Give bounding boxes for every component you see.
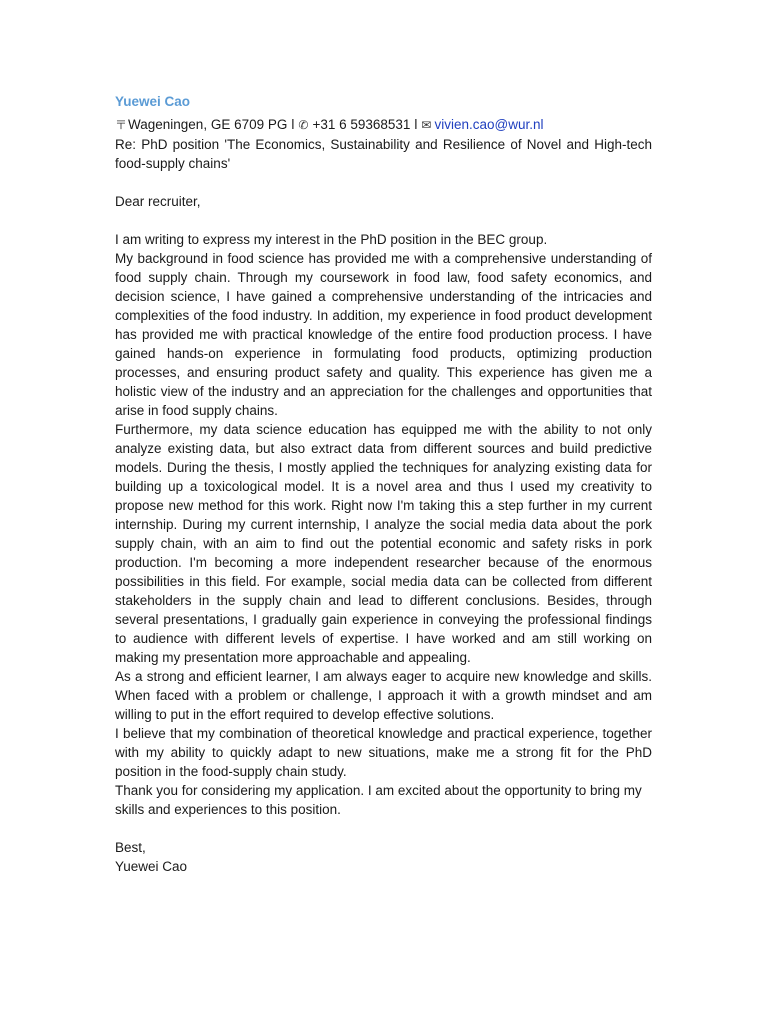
paragraph: Thank you for considering my application. I am excited about the opportunity to bring my skills and experiences to this position. — [115, 783, 642, 817]
paragraph: My background in food science has provided me with a comprehensive understanding of food supply chain. Through my coursework in food law, food safety economics, and decision science, I have gained a comprehensive understanding of the intricacies and complexities of the food industry. In addition, my experience in food product development has provided me with practical knowledge of the entire food production process. I have gained hands-on experience in formulating food products, optimizing production processes, and ensuring product safety and quality. This experience has given me a holistic view of the industry and an appreciation for the challenges and opportunities that arise in food supply chains. — [115, 251, 652, 418]
letter-body — [115, 92, 652, 876]
paragraph: Furthermore, my data science education has equipped me with the ability to not only analyze existing data, but also extract data from different sources and build predictive models. During the thesis, I mostly applied the techniques for analyzing existing data for building up a toxicological model. It is a novel area and thus I used my creativity to propose new method for this work. Right now I'm taking this a step further in my current internship. During my current internship, I analyze the social media data about the pork supply chain, with an aim to find out the potential economic and safety risks in pork production. I'm becoming a more independent researcher because of the enormous possibilities in this field. For example, social media data can be collected from different stakeholders in the supply chain and lead to different conclusions. Besides, through several presentations, I gradually gain experience in conveying the professional findings to audience with different levels of expertise. I have worked and am still working on making my presentation more approachable and appealing. — [115, 422, 652, 665]
phone-text: +31 6 59368531 — [312, 117, 411, 132]
subject-line: Re: PhD position 'The Economics, Sustainability and Resilience of Novel and High-tech food-supply chains' — [115, 137, 652, 171]
greeting: Dear recruiter, — [115, 194, 201, 209]
address-text: Wageningen, GE 6709 PG — [128, 117, 288, 132]
telephone-icon: ✆ — [298, 118, 309, 132]
postal-mark-icon: 〒 — [115, 118, 128, 132]
separator: l — [414, 117, 418, 132]
valediction: Best, — [115, 840, 146, 855]
paragraph: I believe that my combination of theoretical knowledge and practical experience, together with my ability to quickly adapt to new situations, make me a strong fit for the PhD position in the food-supply chain study. — [115, 726, 652, 779]
email-link[interactable]: vivien.cao@wur.nl — [434, 117, 544, 132]
contact-line — [115, 115, 652, 135]
paragraph: I am writing to express my interest in the PhD position in the BEC group. — [115, 232, 548, 247]
letter-paragraphs — [115, 230, 652, 819]
sender-name: Yuewei Cao — [115, 94, 191, 109]
envelope-icon: ✉ — [421, 118, 432, 132]
separator: l — [291, 117, 295, 132]
closing-block — [115, 838, 652, 876]
signature: Yuewei Cao — [115, 859, 188, 874]
paragraph: As a strong and efficient learner, I am always eager to acquire new knowledge and skills. When faced with a problem or challenge, I approach it with a growth mindset and am willing to put in the effort required to develop effective solutions. — [115, 669, 652, 722]
